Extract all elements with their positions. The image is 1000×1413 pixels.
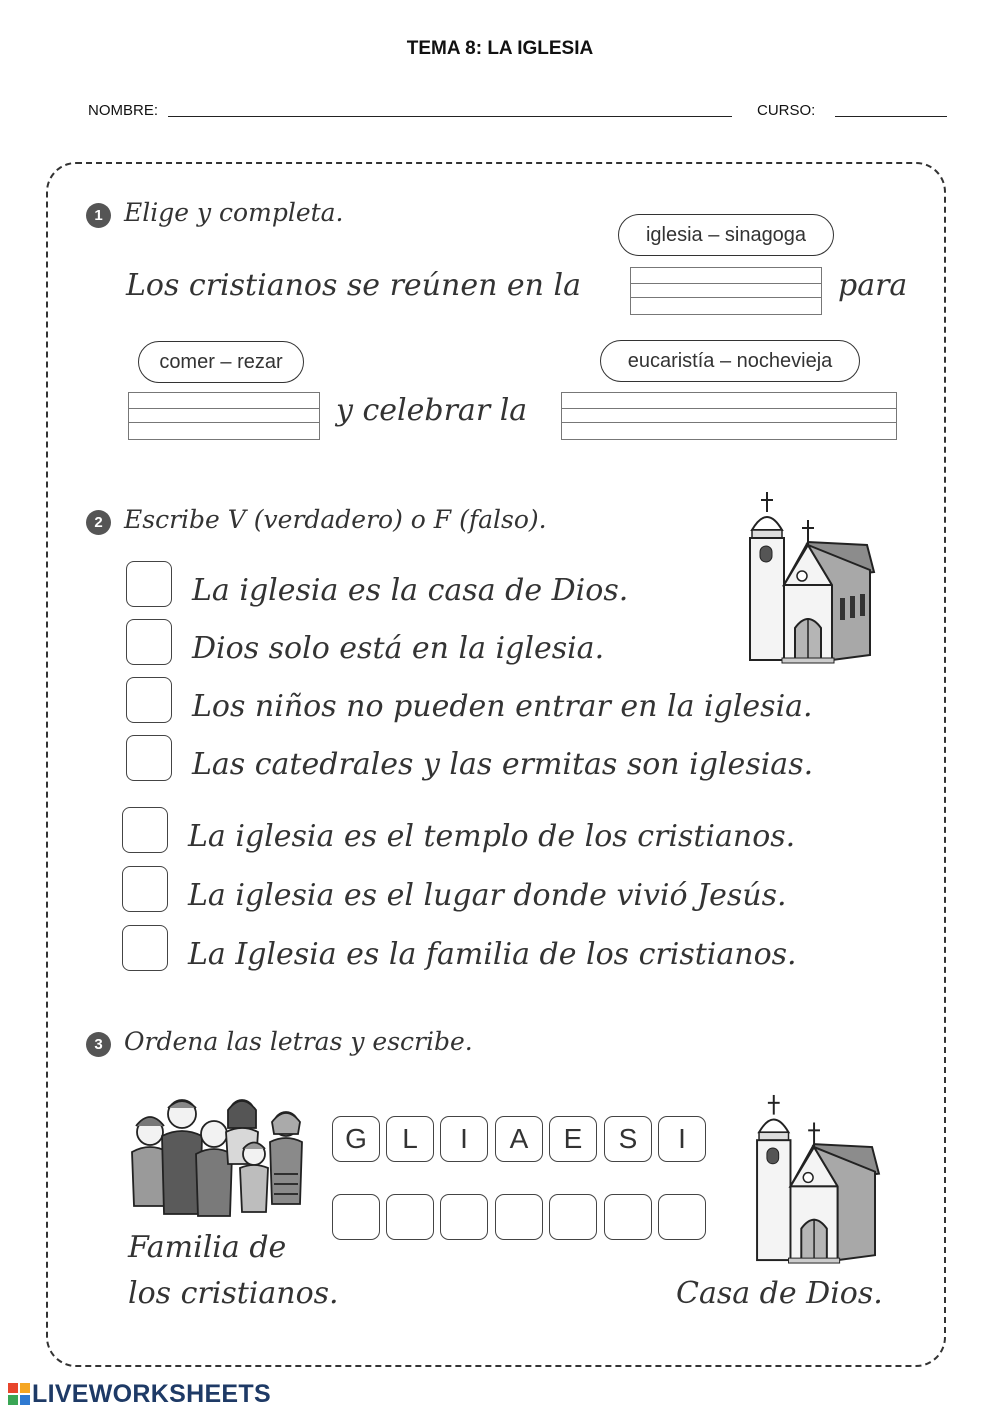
exercise1-instruction: Elige y completa. [124,198,344,227]
checkbox-statement-3[interactable] [126,677,172,723]
checkbox-statement-4[interactable] [126,735,172,781]
family-illustration [122,1094,308,1219]
course-label: CURSO: [757,102,816,119]
caption-church: Casa de Dios. [676,1276,883,1311]
answer-blank-3[interactable] [561,392,897,440]
exercise2-instruction: Escribe V (verdadero) o F (falso). [124,505,547,534]
option-comer-rezar: comer – rezar [138,341,304,383]
option-eucaristia-nochevieja: eucaristía – nochevieja [600,340,860,382]
checkbox-statement-1[interactable] [126,561,172,607]
exercise3-number: 3 [86,1032,111,1057]
letter-tile: E [549,1116,597,1162]
statement-5: La iglesia es el templo de los cristianos. [188,819,796,854]
liveworksheets-logo[interactable] [8,1380,271,1409]
option-iglesia-sinagoga: iglesia – sinagoga [618,214,834,256]
answer-tile[interactable] [332,1194,380,1240]
course-field[interactable] [835,116,947,117]
letter-tile: I [658,1116,706,1162]
answer-tile[interactable] [440,1194,488,1240]
answer-tile[interactable] [386,1194,434,1240]
checkbox-statement-7[interactable] [122,925,168,971]
caption-family-line2: los cristianos. [128,1276,339,1311]
logo-icon [8,1383,30,1405]
church-illustration-small [748,1093,888,1265]
statement-6: La iglesia es el lugar donde vivió Jesús. [188,878,787,913]
statement-3: Los niños no pueden entrar en la iglesia. [192,689,813,724]
letter-tile: S [604,1116,652,1162]
letter-tile: G [332,1116,380,1162]
statement-4: Las catedrales y las ermitas son iglesias. [192,747,814,782]
checkbox-statement-5[interactable] [122,807,168,853]
letter-tile: I [440,1116,488,1162]
exercise1-number: 1 [86,203,111,228]
answer-tile[interactable] [549,1194,597,1240]
exercise1-sentence-part3: y celebrar la [336,393,528,428]
answer-blank-2[interactable] [128,392,320,440]
answer-tile[interactable] [495,1194,543,1240]
answer-tile[interactable] [658,1194,706,1240]
logo-text: LIVEWORKSHEETS [32,1380,271,1408]
checkbox-statement-6[interactable] [122,866,168,912]
page-title: TEMA 8: LA IGLESIA [406,38,594,59]
answer-tile[interactable] [604,1194,652,1240]
statement-2: Dios solo está en la iglesia. [192,631,605,666]
letter-tile: A [495,1116,543,1162]
caption-family-line1: Familia de [128,1230,287,1265]
exercise1-sentence-part1: Los cristianos se reúnen en la [126,268,582,303]
statement-1: La iglesia es la casa de Dios. [192,573,629,608]
church-illustration [742,490,882,665]
name-field[interactable] [168,116,732,117]
exercise3-instruction: Ordena las letras y escribe. [124,1027,473,1056]
checkbox-statement-2[interactable] [126,619,172,665]
exercise2-number: 2 [86,510,111,535]
answer-blank-1[interactable] [630,267,822,315]
statement-7: La Iglesia es la familia de los cristianos. [188,937,797,972]
letter-tile: L [386,1116,434,1162]
exercise1-sentence-part2: para [838,268,908,303]
name-label: NOMBRE: [88,102,159,119]
